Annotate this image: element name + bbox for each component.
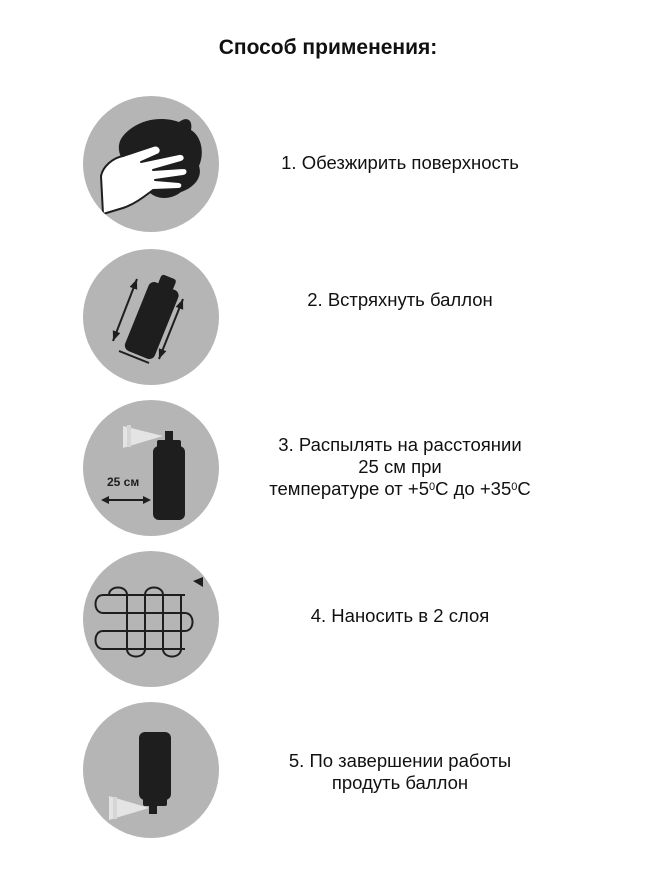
two-layer-pattern-icon	[83, 551, 219, 687]
step-5-text-line-2: продуть баллон	[331, 772, 469, 793]
distance-label: 25 см	[107, 475, 140, 489]
step-3-text-line-2: 25 см при	[358, 456, 442, 477]
step-2-text: 2. Встряхнуть баллон	[307, 289, 493, 310]
shake-can-icon	[83, 249, 219, 385]
spray-distance-icon	[83, 400, 219, 536]
inverted-can-purge-icon	[83, 702, 219, 838]
step-1	[0, 96, 656, 236]
step-3	[0, 400, 656, 540]
step-3-text-line-1: 3. Распылять на расстоянии	[278, 434, 522, 455]
step-3-text-line-3: температуре от $+5^0C$ до $+35^0C$	[269, 478, 531, 499]
page-title: Способ применения:	[218, 36, 438, 59]
step-5-text-line-1: 5. По завершении работы	[288, 750, 512, 771]
step-1-text: 1. Обезжирить поверхность	[281, 152, 519, 173]
hand-wiping-cloth-icon	[83, 96, 219, 232]
step-5	[0, 702, 656, 842]
step-4-text: 4. Наносить в 2 слоя	[310, 605, 490, 626]
step-2	[0, 249, 656, 389]
step-4	[0, 551, 656, 691]
